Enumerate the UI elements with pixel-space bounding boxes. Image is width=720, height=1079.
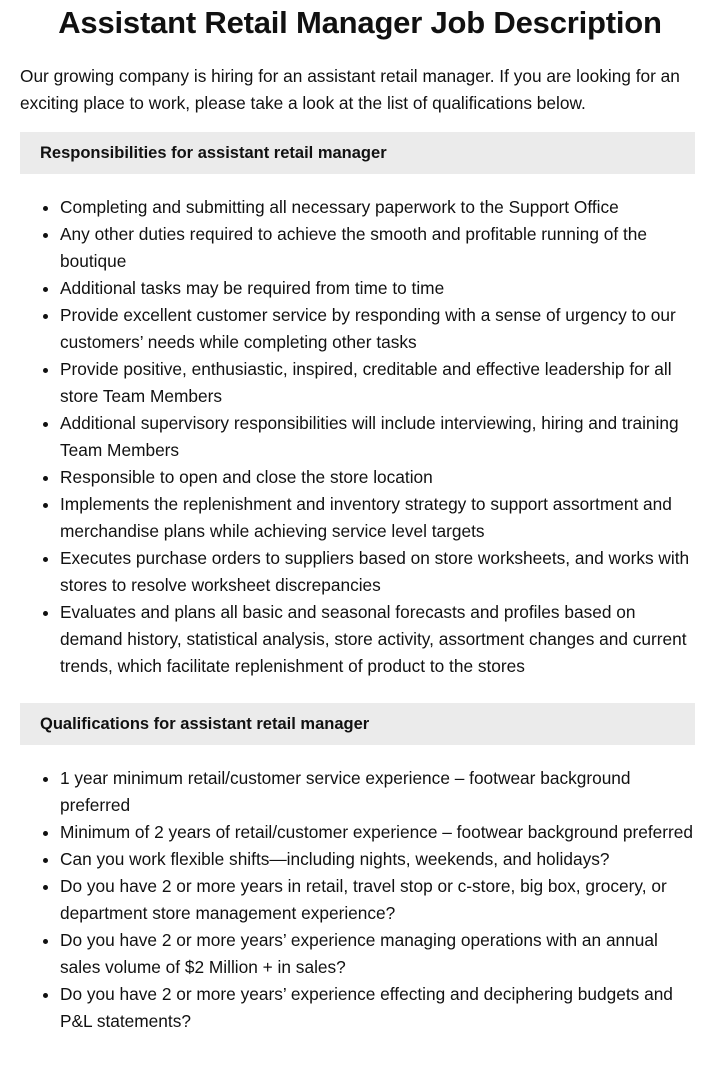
list-item: • Evaluates and plans all basic and seasonal forecasts and profiles based on demand history, statistical analysis, store activity, assortment changes and current trends, which facilitate replenishment of product to the stores: [60, 599, 700, 680]
intro-paragraph: Our growing company is hiring for an assistant retail manager. If you are looking for an exciting place to work, please take a look at the list of qualifications below.: [20, 66, 680, 113]
list-item: • Minimum of 2 years of retail/customer experience – footwear background preferred: [60, 819, 700, 846]
list-item: • Provide excellent customer service by responding with a sense of urgency to our customers’ needs while completing other tasks: [60, 302, 700, 356]
page-title: Assistant Retail Manager Job Description: [58, 5, 662, 40]
list-item: • Any other duties required to achieve the smooth and profitable running of the boutique: [60, 221, 700, 275]
list-item: • Do you have 2 or more years’ experience managing operations with an annual sales volume of $2 Million + in sales?: [60, 927, 700, 981]
list-item: • Implements the replenishment and inventory strategy to support assortment and merchandise plans while achieving service level targets: [60, 491, 700, 545]
list-item: • Do you have 2 or more years in retail, travel stop or c-store, big box, grocery, or department store management experience?: [60, 873, 700, 927]
list-item: • Additional tasks may be required from time to time: [60, 275, 700, 302]
list-item: • Provide positive, enthusiastic, inspired, creditable and effective leadership for all store Team Members: [60, 356, 700, 410]
list-item: • Completing and submitting all necessary paperwork to the Support Office: [60, 194, 700, 221]
responsibilities-list: [20, 194, 700, 680]
list-item: • Do you have 2 or more years’ experience effecting and deciphering budgets and P&L statements?: [60, 981, 700, 1035]
list-item: • Can you work flexible shifts—including nights, weekends, and holidays?: [60, 846, 700, 873]
list-item: • Responsible to open and close the store location: [60, 464, 700, 491]
list-item: • Executes purchase orders to suppliers based on store worksheets, and works with stores to resolve worksheet discrepancies: [60, 545, 700, 599]
responsibilities-heading: Responsibilities for assistant retail manager: [20, 132, 695, 174]
qualifications-list: [20, 765, 700, 1035]
list-item: • 1 year minimum retail/customer service experience – footwear background preferred: [60, 765, 700, 819]
list-item: • Additional supervisory responsibilities will include interviewing, hiring and training Team Members: [60, 410, 700, 464]
qualifications-heading: Qualifications for assistant retail manager: [20, 703, 695, 745]
